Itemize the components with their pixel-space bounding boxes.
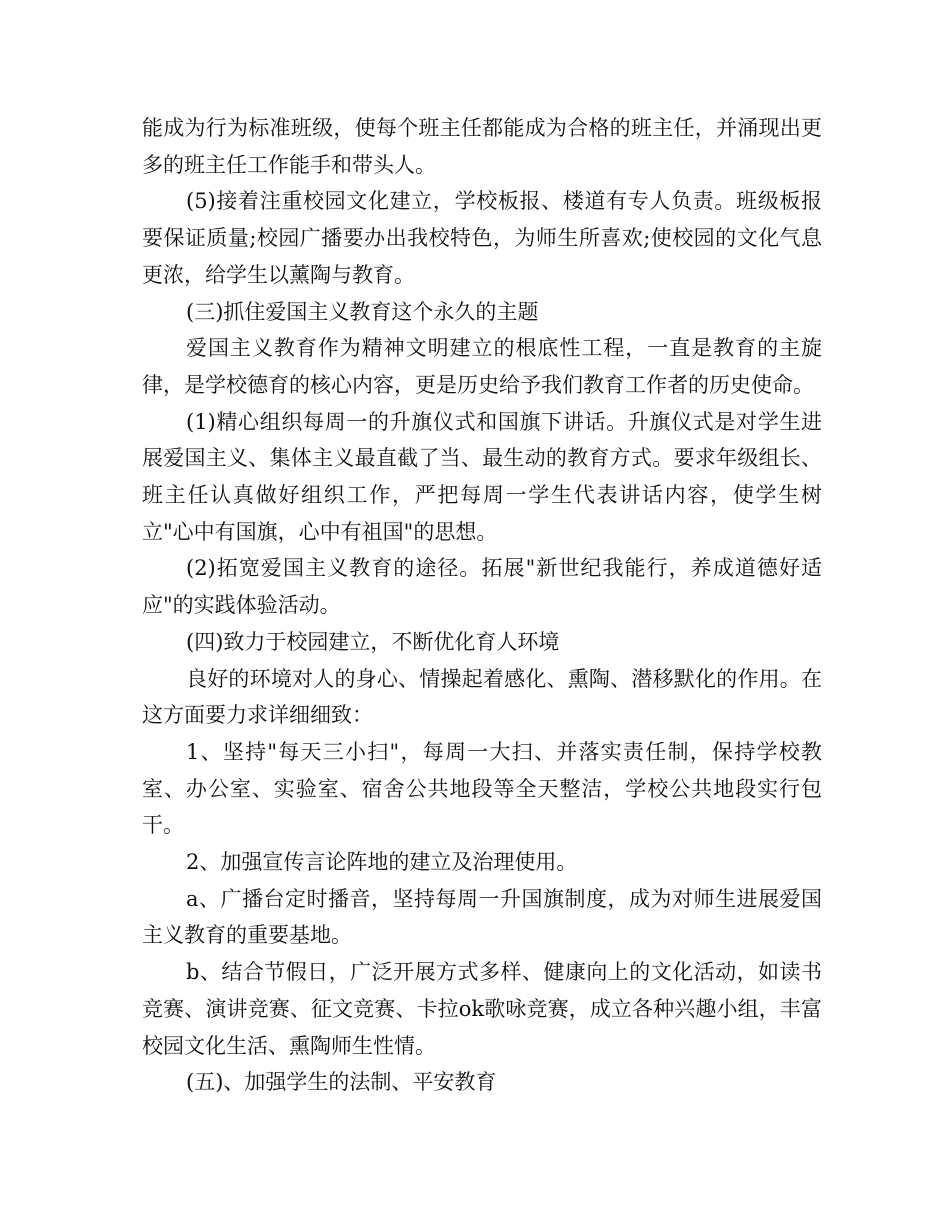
section-heading: (四)致力于校园建立，不断优化育人环境: [186, 629, 560, 654]
paragraph: 爱国主义教育作为精神文明建立的根底性工程，一直是教育的主旋律，是学校德育的核心内容，更是历史给予我们教育工作者的历史使命。: [142, 336, 822, 397]
paragraph: a、广播台定时播音，坚持每周一升国旗制度，成为对师生进展爱国主义教育的重要基地。: [142, 886, 822, 948]
section-heading: (五)、加强学生的法制、平安教育: [186, 1070, 497, 1095]
document-body: [142, 110, 822, 1101]
paragraph: (5)接着注重校园文化建立，学校板报、楼道有专人负责。班级板报要保证质量;校园广播要办出我校特色，为师生所喜欢;使校园的文化气息更浓，给学生以薰陶与教育。: [142, 189, 822, 287]
paragraph: 2、加强宣传言论阵地的建立及治理使用。: [186, 850, 578, 875]
paragraph: 良好的环境对人的身心、情操起着感化、熏陶、潜移默化的作用。在这方面要力求详细细致：: [142, 666, 822, 728]
paragraph: (1)精心组织每周一的升旗仪式和国旗下讲话。升旗仪式是对学生进展爱国主义、集体主义最直截了当、最生动的教育方式。要求年级组长、班主任认真做好组织工作，严把每周一学生代表讲话内容，使学生树立"心中有国旗，心中有祖国"的思想。: [142, 409, 822, 544]
paragraph: 1、坚持"每天三小扫"，每周一大扫、并落实责任制，保持学校教室、办公室、实验室、宿舍公共地段等全天整洁，学校公共地段实行包干。: [142, 739, 822, 838]
section-heading: (三)抓住爱国主义教育这个永久的主题: [186, 299, 539, 324]
paragraph: b、结合节假日，广泛开展方式多样、健康向上的文化活动，如读书竞赛、演讲竞赛、征文竞赛、卡拉ok歌咏竞赛，成立各种兴趣小组，丰富校园文化生活、熏陶师生性情。: [142, 960, 822, 1058]
paragraph: 能成为行为标准班级，使每个班主任都能成为合格的班主任，并涌现出更多的班主任工作能手和带头人。: [142, 116, 822, 177]
paragraph: (2)拓宽爱国主义教育的途径。拓展"新世纪我能行，养成道德好适应"的实践体验活动。: [142, 556, 822, 618]
